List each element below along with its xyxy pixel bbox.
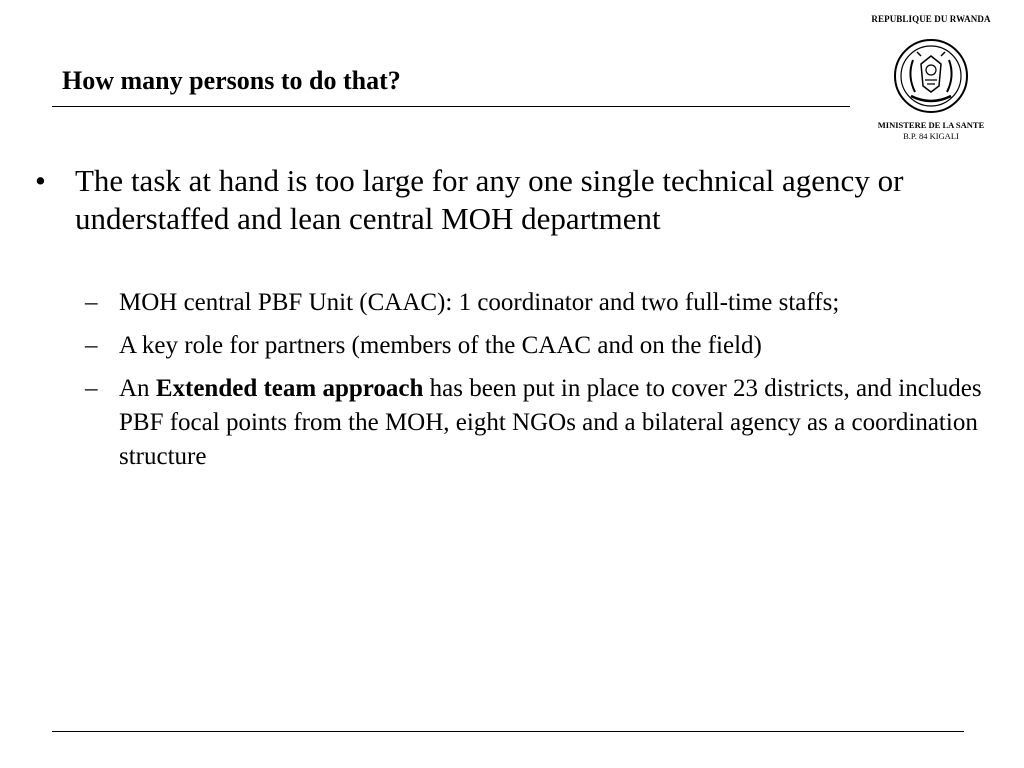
slide-body (34, 162, 994, 483)
dash-marker: – (85, 332, 98, 359)
sub-bullet-extended-team (34, 372, 994, 474)
country-label: REPUBLIQUE DU RWANDA (871, 14, 991, 24)
sub-bullet-text: A key role for partners (members of the CAAC and on the field) (119, 332, 762, 359)
sub-bullet-partners (34, 329, 994, 363)
ministry-emblem (858, 14, 1004, 141)
sub-bullet-caac-unit (34, 286, 994, 320)
bullet-marker: • (35, 163, 46, 198)
footer-divider (52, 731, 964, 732)
title-divider (52, 106, 850, 107)
sub-bullet-prefix: An (119, 375, 156, 402)
sub-bullet-text: MOH central PBF Unit (CAAC): 1 coordinator and two full-time staffs; (119, 289, 840, 316)
dash-marker: – (85, 375, 98, 402)
sub-bullet-emphasis: Extended team approach (155, 375, 424, 402)
slide-title: How many persons to do that? (62, 66, 401, 95)
sub-bullet-suffix: has been put in place to cover 23 districts, and includes PBF focal points from the MOH, eight NGOs and a bilateral agency as a coordination structure (119, 375, 982, 470)
bullet-main-text: The task at hand is too large for any one single technical agency or understaffed and lean central MOH department (75, 163, 904, 236)
bullet-main (34, 162, 994, 238)
ministry-label: MINISTERE DE LA SANTE (877, 120, 985, 130)
dash-marker: – (85, 289, 98, 316)
ministry-address: B.P. 84 KIGALI (903, 131, 959, 141)
coat-of-arms-icon (893, 38, 969, 114)
